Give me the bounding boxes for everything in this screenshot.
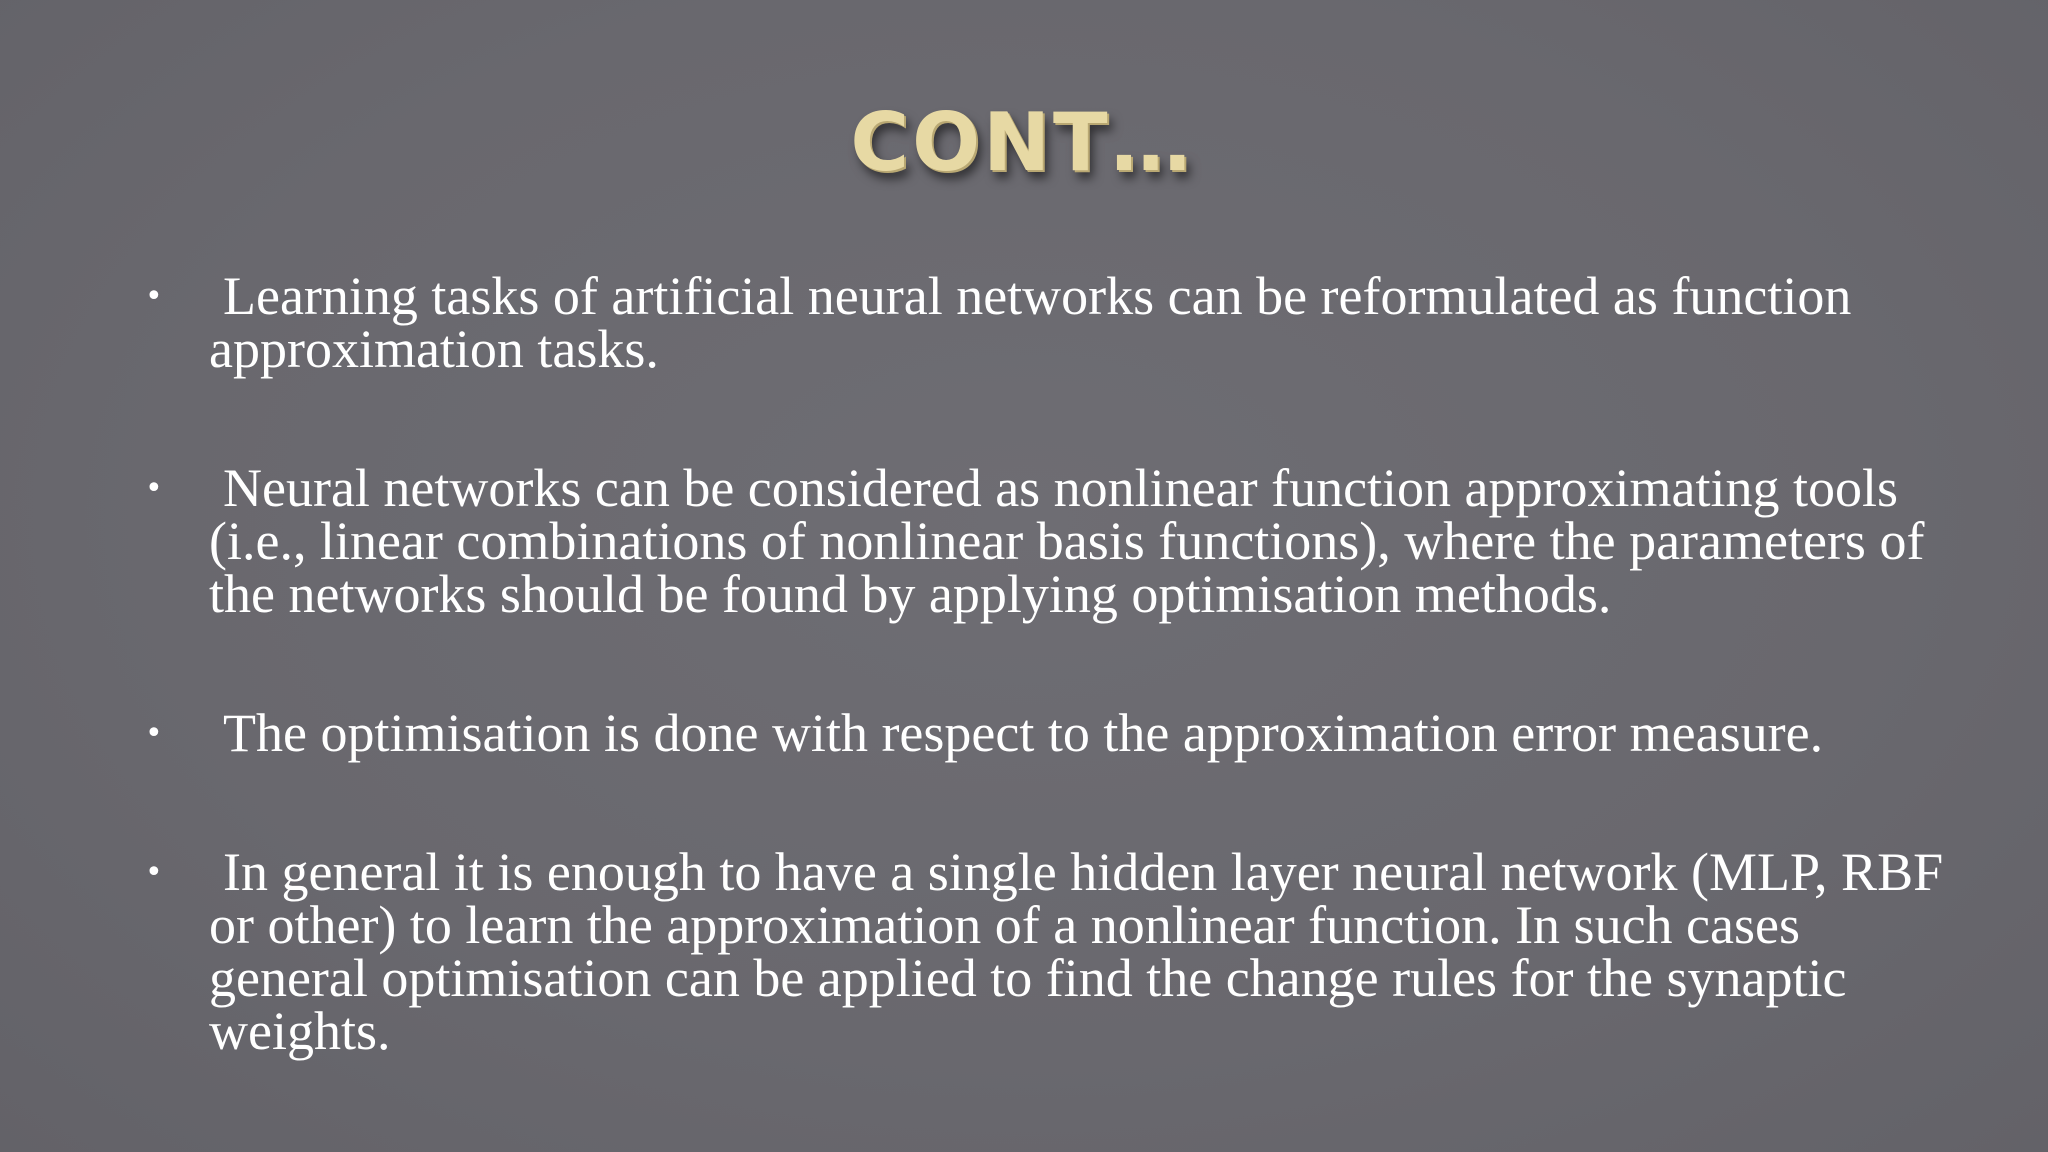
- bullet-icon: •: [145, 279, 163, 314]
- bullet-item: [145, 703, 1969, 763]
- bullet-text: The optimisation is done with respect to the approximation error measure.: [223, 703, 1824, 763]
- bullet-item: [145, 266, 1969, 379]
- bullet-icon: •: [145, 716, 163, 751]
- bullet-icon: •: [145, 855, 163, 890]
- bullet-text: Learning tasks of artificial neural networks can be reformulated as function approximation tasks.: [209, 266, 1852, 379]
- bullet-item: [145, 458, 1969, 624]
- slide-title: CONT…: [850, 96, 1194, 189]
- bullet-item: [145, 842, 1969, 1061]
- bullet-icon: •: [145, 471, 163, 506]
- bullet-text: Neural networks can be considered as nonlinear function approximating tools (i.e., linear combinations of nonlinear basis functions), where the parameters of the networks should be found by applying optimisation methods.: [209, 458, 1925, 624]
- bullet-list: [145, 266, 1969, 1144]
- bullet-text: In general it is enough to have a single hidden layer neural network (MLP, RBF or other) to learn the approximation of a nonlinear function. In such cases general optimisation can be applied to find the change rules for the synaptic weights.: [209, 842, 1944, 1061]
